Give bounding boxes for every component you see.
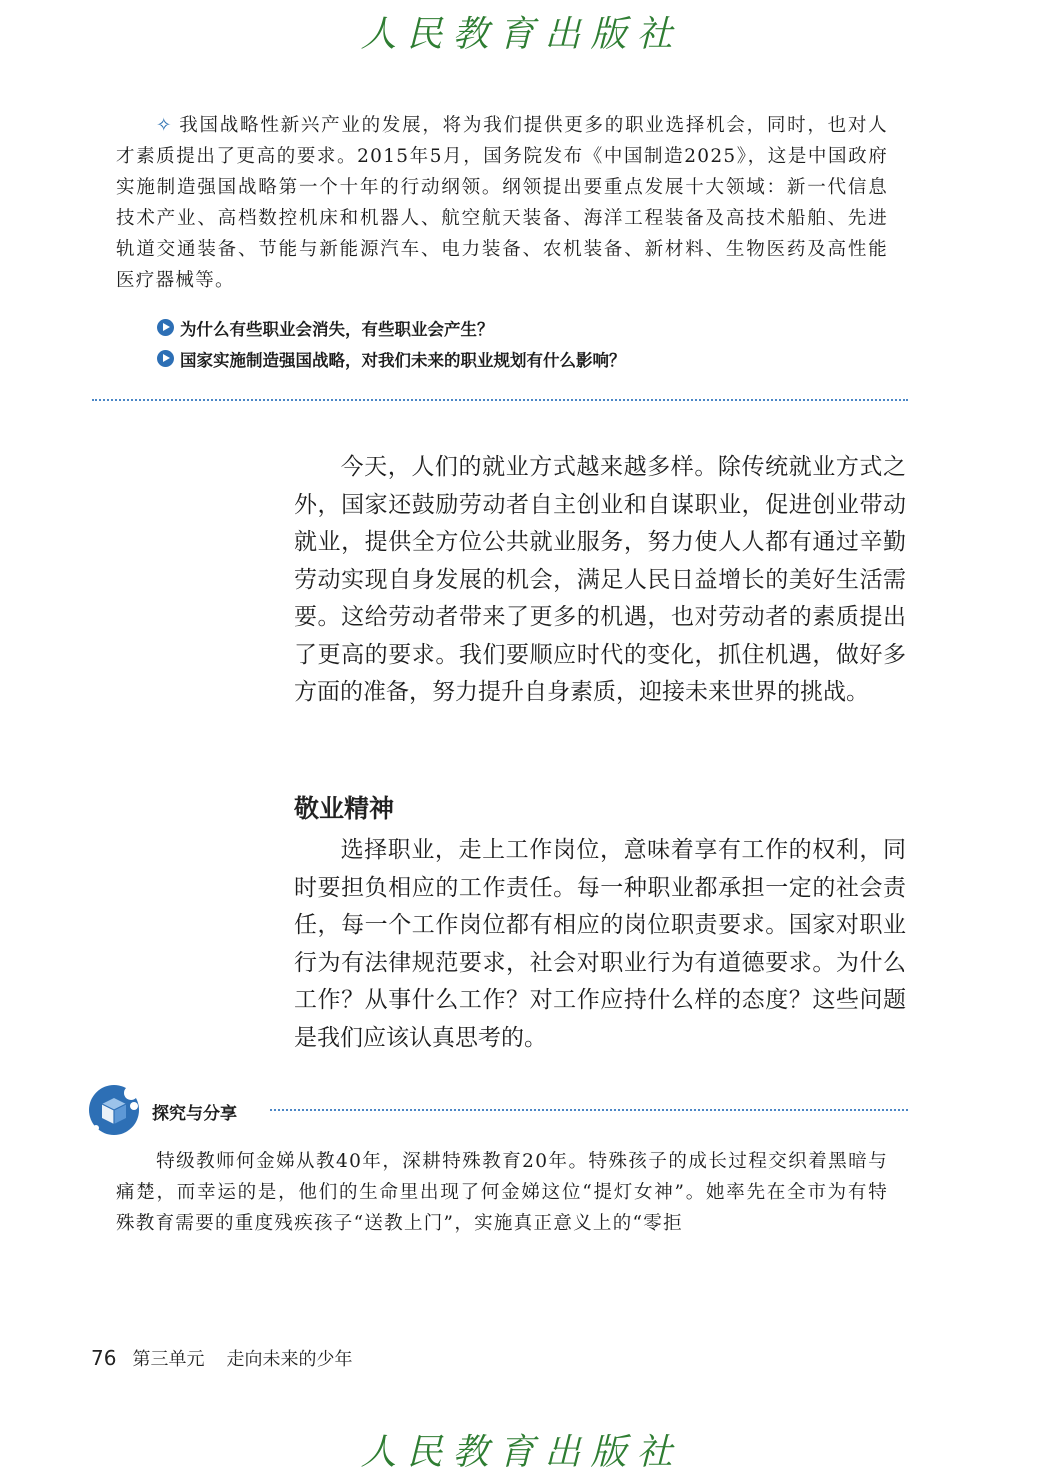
- section-title: 敬业精神: [294, 794, 395, 823]
- publisher-logo-bottom: 人民教育出版社: [360, 1432, 683, 1473]
- publisher-logo-top: 人民教育出版社: [360, 14, 683, 55]
- page-number: 76: [91, 1346, 117, 1370]
- question-item: [157, 343, 897, 374]
- question-text: 国家实施制造强国战略，对我们未来的职业规划有什么影响？: [180, 350, 626, 370]
- explore-text: [116, 1146, 888, 1239]
- arrow-bullet-icon: [157, 350, 174, 367]
- main-paragraph-1: [294, 449, 906, 712]
- explore-section-title: 探究与分享: [152, 1104, 237, 1124]
- explore-paragraph: 特级教师何金娣从教40年，深耕特殊教育20年。特殊孩子的成长过程交织着黑暗与痛楚，而幸运的是，他们的生命里出现了何金娣这位“提灯女神”。她率先在全市为有特殊教育需要的重度残疾孩子“送教上门”，实施真正意义上的“零拒: [116, 1151, 888, 1234]
- info-box-paragraph: 我国战略性新兴产业的发展，将为我们提供更多的职业选择机会，同时，也对人才素质提出了更高的要求。2015年5月，国务院发布《中国制造2025》，这是中国政府实施制造强国战略第一个十年的行动纲领。纲领提出要重点发展十大领域：新一代信息技术产业、高档数控机床和机器人、航空航天装备、海洋工程装备及高技术船舶、先进轨道交通装备、节能与新能源汽车、电力装备、农机装备、新材料、生物医药及高性能医疗器械等。: [116, 115, 888, 291]
- question-item: [157, 312, 897, 343]
- unit-title: 走向未来的少年: [226, 1349, 353, 1370]
- diamond-icon: ✧: [156, 115, 173, 136]
- paragraph-text: 选择职业，走上工作岗位，意味着享有工作的权利，同时要担负相应的工作责任。每一种职业都承担一定的社会责任，每一个工作岗位都有相应的岗位职责要求。国家对职业行为有法律规范要求，社会对职业行为有道德要求。为什么工作？从事什么工作？对工作应持什么样的态度？这些问题是我们应该认真思考的。: [294, 837, 906, 1051]
- main-paragraph-2: [294, 832, 906, 1057]
- info-box-text: [116, 110, 888, 296]
- question-text: 为什么有些职业会消失，有些职业会产生？: [180, 319, 494, 339]
- unit-label: 第三单元: [132, 1349, 205, 1370]
- paragraph-text: 今天，人们的就业方式越来越多样。除传统就业方式之外，国家还鼓励劳动者自主创业和自谋职业，促进创业带动就业，提供全方位公共就业服务，努力使人人都有通过辛勤劳动实现自身发展的机会，满足人民日益增长的美好生活需要。这给劳动者带来了更多的机遇，也对劳动者的素质提出了更高的要求。我们要顺应时代的变化，抓住机遇，做好多方面的准备，努力提升自身素质，迎接未来世界的挑战。: [294, 454, 906, 705]
- dotted-divider: [270, 1109, 908, 1111]
- page-footer: [91, 1345, 352, 1371]
- question-list: [157, 312, 897, 374]
- explore-share-icon: [88, 1084, 140, 1136]
- arrow-bullet-icon: [157, 319, 174, 336]
- dotted-divider: [92, 399, 908, 401]
